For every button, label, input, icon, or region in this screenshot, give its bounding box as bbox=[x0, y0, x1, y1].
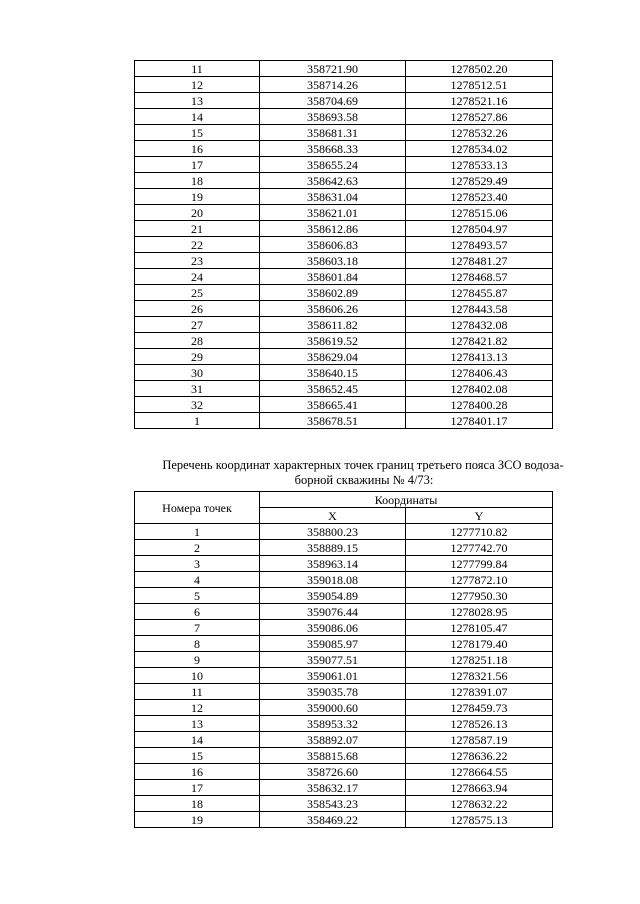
y-coordinate-cell: 1278664.55 bbox=[406, 764, 553, 780]
table-row bbox=[135, 764, 553, 780]
y-coordinate-cell: 1278432.08 bbox=[406, 317, 553, 333]
y-coordinate-cell: 1278391.07 bbox=[406, 684, 553, 700]
point-number-cell: 1 bbox=[135, 413, 260, 429]
y-coordinate-cell: 1278421.82 bbox=[406, 333, 553, 349]
table-row bbox=[135, 652, 553, 668]
x-coordinate-cell: 358892.07 bbox=[260, 732, 406, 748]
table-row bbox=[135, 333, 553, 349]
caption-line-2: борной скважины № 4/73: bbox=[294, 473, 434, 487]
point-number-cell: 12 bbox=[135, 77, 260, 93]
y-coordinate-cell: 1278179.40 bbox=[406, 636, 553, 652]
header-x: X bbox=[260, 508, 406, 524]
point-number-cell: 26 bbox=[135, 301, 260, 317]
x-coordinate-cell: 358963.14 bbox=[260, 556, 406, 572]
x-coordinate-cell: 359076.44 bbox=[260, 604, 406, 620]
table-row bbox=[135, 796, 553, 812]
point-number-cell: 6 bbox=[135, 604, 260, 620]
table-row bbox=[135, 748, 553, 764]
y-coordinate-cell: 1278533.13 bbox=[406, 157, 553, 173]
table-row bbox=[135, 381, 553, 397]
x-coordinate-cell: 359018.08 bbox=[260, 572, 406, 588]
x-coordinate-cell: 359061.01 bbox=[260, 668, 406, 684]
x-coordinate-cell: 358714.26 bbox=[260, 77, 406, 93]
x-coordinate-cell: 358543.23 bbox=[260, 796, 406, 812]
bottom-table-header bbox=[135, 492, 553, 524]
point-number-cell: 9 bbox=[135, 652, 260, 668]
y-coordinate-cell: 1278459.73 bbox=[406, 700, 553, 716]
point-number-cell: 13 bbox=[135, 93, 260, 109]
table-row bbox=[135, 269, 553, 285]
table-row bbox=[135, 604, 553, 620]
table-row bbox=[135, 524, 553, 540]
point-number-cell: 27 bbox=[135, 317, 260, 333]
point-number-cell: 17 bbox=[135, 157, 260, 173]
y-coordinate-cell: 1278406.43 bbox=[406, 365, 553, 381]
point-number-cell: 19 bbox=[135, 189, 260, 205]
top-table-body bbox=[135, 61, 553, 429]
point-number-cell: 30 bbox=[135, 365, 260, 381]
x-coordinate-cell: 359077.51 bbox=[260, 652, 406, 668]
x-coordinate-cell: 358655.24 bbox=[260, 157, 406, 173]
point-number-cell: 3 bbox=[135, 556, 260, 572]
table-row bbox=[135, 668, 553, 684]
point-number-cell: 21 bbox=[135, 221, 260, 237]
x-coordinate-cell: 358629.04 bbox=[260, 349, 406, 365]
y-coordinate-cell: 1278402.08 bbox=[406, 381, 553, 397]
y-coordinate-cell: 1277872.10 bbox=[406, 572, 553, 588]
bottom-table-body bbox=[135, 524, 553, 828]
header-row bbox=[135, 492, 553, 508]
point-number-cell: 29 bbox=[135, 349, 260, 365]
point-number-cell: 28 bbox=[135, 333, 260, 349]
table-row bbox=[135, 253, 553, 269]
y-coordinate-cell: 1278575.13 bbox=[406, 812, 553, 828]
x-coordinate-cell: 358800.23 bbox=[260, 524, 406, 540]
table-row bbox=[135, 157, 553, 173]
table-row bbox=[135, 540, 553, 556]
x-coordinate-cell: 358642.63 bbox=[260, 173, 406, 189]
x-coordinate-cell: 359085.97 bbox=[260, 636, 406, 652]
table-row bbox=[135, 716, 553, 732]
point-number-cell: 18 bbox=[135, 173, 260, 189]
y-coordinate-cell: 1278529.49 bbox=[406, 173, 553, 189]
table-row bbox=[135, 93, 553, 109]
x-coordinate-cell: 358640.15 bbox=[260, 365, 406, 381]
y-coordinate-cell: 1278413.13 bbox=[406, 349, 553, 365]
x-coordinate-cell: 358652.45 bbox=[260, 381, 406, 397]
point-number-cell: 25 bbox=[135, 285, 260, 301]
x-coordinate-cell: 358602.89 bbox=[260, 285, 406, 301]
x-coordinate-cell: 358631.04 bbox=[260, 189, 406, 205]
table-caption bbox=[134, 458, 594, 488]
table-row bbox=[135, 77, 553, 93]
point-number-cell: 22 bbox=[135, 237, 260, 253]
y-coordinate-cell: 1278521.16 bbox=[406, 93, 553, 109]
point-number-cell: 8 bbox=[135, 636, 260, 652]
y-coordinate-cell: 1278443.58 bbox=[406, 301, 553, 317]
table-row bbox=[135, 684, 553, 700]
table-row bbox=[135, 780, 553, 796]
x-coordinate-cell: 358815.68 bbox=[260, 748, 406, 764]
point-number-cell: 5 bbox=[135, 588, 260, 604]
point-number-cell: 31 bbox=[135, 381, 260, 397]
table-row bbox=[135, 636, 553, 652]
y-coordinate-cell: 1278468.57 bbox=[406, 269, 553, 285]
y-coordinate-cell: 1278526.13 bbox=[406, 716, 553, 732]
x-coordinate-cell: 359086.06 bbox=[260, 620, 406, 636]
header-coordinates: Координаты bbox=[260, 492, 553, 508]
x-coordinate-cell: 358601.84 bbox=[260, 269, 406, 285]
y-coordinate-cell: 1277950.30 bbox=[406, 588, 553, 604]
x-coordinate-cell: 358953.32 bbox=[260, 716, 406, 732]
point-number-cell: 12 bbox=[135, 700, 260, 716]
table-row bbox=[135, 125, 553, 141]
point-number-cell: 14 bbox=[135, 732, 260, 748]
table-row bbox=[135, 620, 553, 636]
point-number-cell: 16 bbox=[135, 141, 260, 157]
y-coordinate-cell: 1278321.56 bbox=[406, 668, 553, 684]
x-coordinate-cell: 358681.31 bbox=[260, 125, 406, 141]
table-row bbox=[135, 700, 553, 716]
x-coordinate-cell: 358621.01 bbox=[260, 205, 406, 221]
top-coordinates-table bbox=[134, 60, 553, 429]
x-coordinate-cell: 358603.18 bbox=[260, 253, 406, 269]
table-row bbox=[135, 301, 553, 317]
point-number-cell: 11 bbox=[135, 684, 260, 700]
x-coordinate-cell: 359000.60 bbox=[260, 700, 406, 716]
y-coordinate-cell: 1278251.18 bbox=[406, 652, 553, 668]
point-number-cell: 1 bbox=[135, 524, 260, 540]
x-coordinate-cell: 358469.22 bbox=[260, 812, 406, 828]
y-coordinate-cell: 1278400.28 bbox=[406, 397, 553, 413]
x-coordinate-cell: 358665.41 bbox=[260, 397, 406, 413]
table-row bbox=[135, 812, 553, 828]
table-row bbox=[135, 397, 553, 413]
y-coordinate-cell: 1278493.57 bbox=[406, 237, 553, 253]
table-row bbox=[135, 349, 553, 365]
x-coordinate-cell: 358721.90 bbox=[260, 61, 406, 77]
point-number-cell: 32 bbox=[135, 397, 260, 413]
y-coordinate-cell: 1278481.27 bbox=[406, 253, 553, 269]
y-coordinate-cell: 1278401.17 bbox=[406, 413, 553, 429]
point-number-cell: 14 bbox=[135, 109, 260, 125]
point-number-cell: 16 bbox=[135, 764, 260, 780]
table-row bbox=[135, 413, 553, 429]
point-number-cell: 2 bbox=[135, 540, 260, 556]
point-number-cell: 24 bbox=[135, 269, 260, 285]
point-number-cell: 23 bbox=[135, 253, 260, 269]
y-coordinate-cell: 1278512.51 bbox=[406, 77, 553, 93]
point-number-cell: 4 bbox=[135, 572, 260, 588]
table-row bbox=[135, 173, 553, 189]
table-row bbox=[135, 732, 553, 748]
point-number-cell: 20 bbox=[135, 205, 260, 221]
y-coordinate-cell: 1277799.84 bbox=[406, 556, 553, 572]
point-number-cell: 13 bbox=[135, 716, 260, 732]
y-coordinate-cell: 1278504.97 bbox=[406, 221, 553, 237]
x-coordinate-cell: 358704.69 bbox=[260, 93, 406, 109]
x-coordinate-cell: 358611.82 bbox=[260, 317, 406, 333]
table-row bbox=[135, 317, 553, 333]
table-row bbox=[135, 189, 553, 205]
table-row bbox=[135, 556, 553, 572]
bottom-coordinates-table bbox=[134, 491, 553, 828]
y-coordinate-cell: 1278455.87 bbox=[406, 285, 553, 301]
point-number-cell: 7 bbox=[135, 620, 260, 636]
y-coordinate-cell: 1277742.70 bbox=[406, 540, 553, 556]
point-number-cell: 15 bbox=[135, 748, 260, 764]
y-coordinate-cell: 1278632.22 bbox=[406, 796, 553, 812]
y-coordinate-cell: 1278028.95 bbox=[406, 604, 553, 620]
header-point-numbers: Номера точек bbox=[135, 492, 260, 524]
x-coordinate-cell: 358606.83 bbox=[260, 237, 406, 253]
y-coordinate-cell: 1278515.06 bbox=[406, 205, 553, 221]
x-coordinate-cell: 358619.52 bbox=[260, 333, 406, 349]
table-row bbox=[135, 141, 553, 157]
table-row bbox=[135, 588, 553, 604]
point-number-cell: 10 bbox=[135, 668, 260, 684]
table-row bbox=[135, 205, 553, 221]
header-y: Y bbox=[406, 508, 553, 524]
y-coordinate-cell: 1277710.82 bbox=[406, 524, 553, 540]
x-coordinate-cell: 358693.58 bbox=[260, 109, 406, 125]
table-row bbox=[135, 61, 553, 77]
x-coordinate-cell: 358726.60 bbox=[260, 764, 406, 780]
table-row bbox=[135, 109, 553, 125]
caption-line-1: Перечень координат характерных точек границ третьего пояса ЗСО водоза- bbox=[162, 458, 564, 472]
y-coordinate-cell: 1278105.47 bbox=[406, 620, 553, 636]
x-coordinate-cell: 358612.86 bbox=[260, 221, 406, 237]
y-coordinate-cell: 1278663.94 bbox=[406, 780, 553, 796]
x-coordinate-cell: 359035.78 bbox=[260, 684, 406, 700]
x-coordinate-cell: 358889.15 bbox=[260, 540, 406, 556]
y-coordinate-cell: 1278502.20 bbox=[406, 61, 553, 77]
y-coordinate-cell: 1278534.02 bbox=[406, 141, 553, 157]
point-number-cell: 18 bbox=[135, 796, 260, 812]
point-number-cell: 15 bbox=[135, 125, 260, 141]
x-coordinate-cell: 358606.26 bbox=[260, 301, 406, 317]
x-coordinate-cell: 359054.89 bbox=[260, 588, 406, 604]
x-coordinate-cell: 358632.17 bbox=[260, 780, 406, 796]
y-coordinate-cell: 1278523.40 bbox=[406, 189, 553, 205]
point-number-cell: 19 bbox=[135, 812, 260, 828]
point-number-cell: 17 bbox=[135, 780, 260, 796]
y-coordinate-cell: 1278636.22 bbox=[406, 748, 553, 764]
table-row bbox=[135, 365, 553, 381]
y-coordinate-cell: 1278527.86 bbox=[406, 109, 553, 125]
y-coordinate-cell: 1278532.26 bbox=[406, 125, 553, 141]
y-coordinate-cell: 1278587.19 bbox=[406, 732, 553, 748]
table-row bbox=[135, 237, 553, 253]
x-coordinate-cell: 358668.33 bbox=[260, 141, 406, 157]
table-row bbox=[135, 285, 553, 301]
point-number-cell: 11 bbox=[135, 61, 260, 77]
table-row bbox=[135, 221, 553, 237]
table-row bbox=[135, 572, 553, 588]
x-coordinate-cell: 358678.51 bbox=[260, 413, 406, 429]
